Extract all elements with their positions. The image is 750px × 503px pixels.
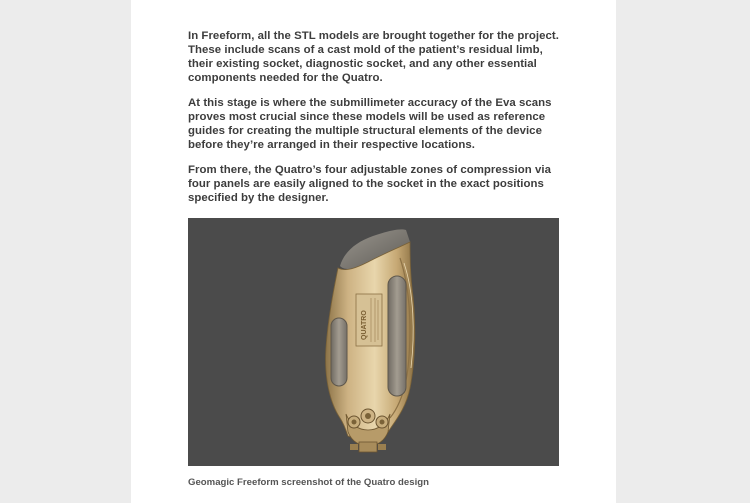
figure-caption: Geomagic Freeform screenshot of the Quatro design — [188, 477, 429, 488]
right-compression-panel — [388, 276, 406, 396]
article-page — [131, 0, 616, 503]
freeform-screenshot-figure — [188, 218, 559, 466]
pylon-adapter — [359, 442, 377, 452]
paragraph-1: In Freeform, all the STL models are brought together for the project. These include scans of a cast mold of the patient’s residual limb, their existing socket, diagnostic socket, and any other essential components needed for the Quatro. — [188, 30, 559, 84]
paragraph-3: From there, the Quatro’s four adjustable zones of compression via four panels are easily aligned to the socket in the exact positions specified by the designer. — [188, 164, 551, 204]
paragraph-2: At this stage is where the submillimeter accuracy of the Eva scans proves most crucial since these models will be used as reference guides for creating the multiple structural elements of the device before they’re arranged in their respective locations. — [188, 97, 552, 151]
quatro-socket-render — [188, 218, 559, 466]
left-compression-panel — [331, 318, 347, 386]
article-body — [188, 29, 560, 216]
quatro-engraving: QUATRO — [361, 310, 368, 340]
